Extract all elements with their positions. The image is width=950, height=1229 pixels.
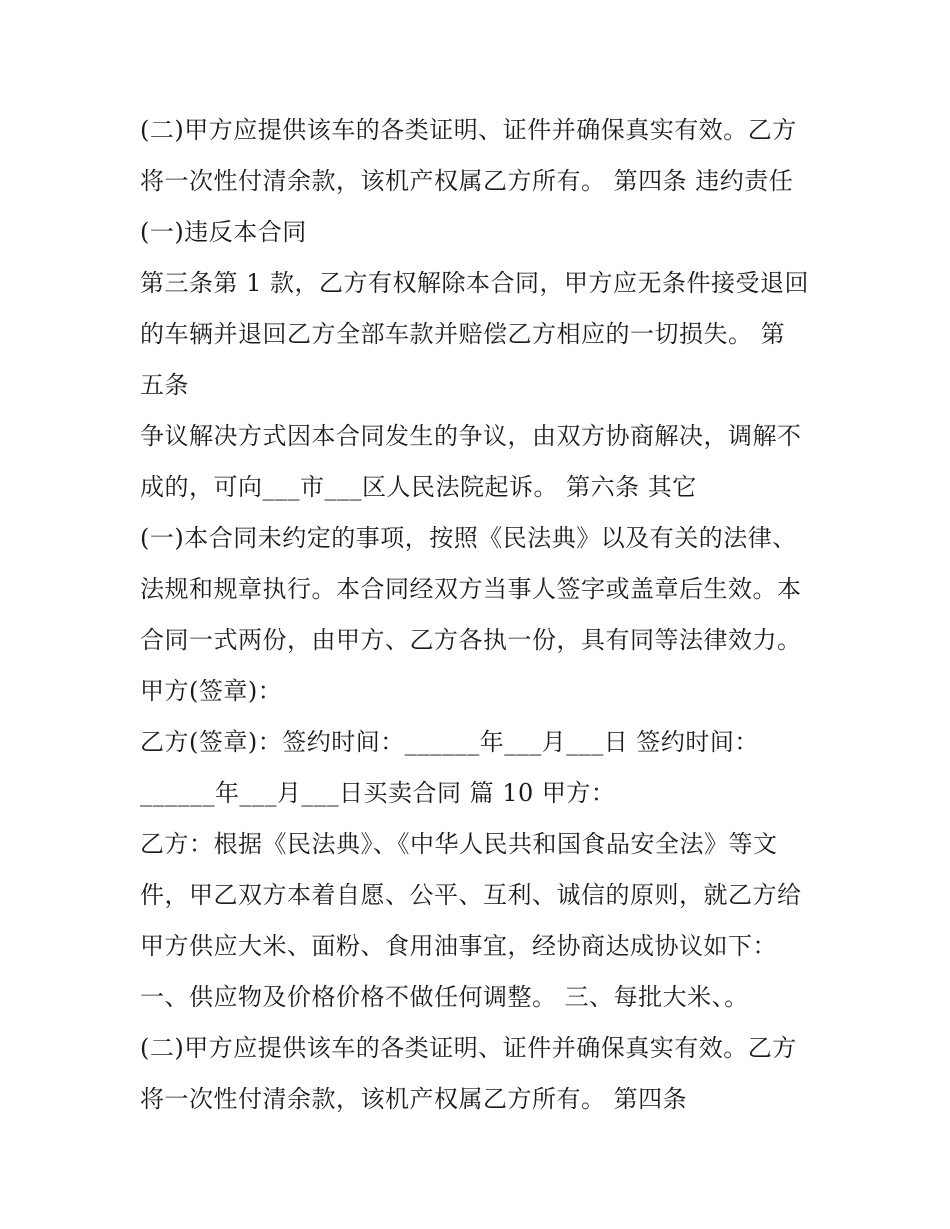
text-line: (一)本合同未约定的事项，按照《民法典》以及有关的法律、: [140, 524, 797, 552]
text-line: 将一次性付清余款，该机产权属乙方所有。 第四条: [140, 1085, 688, 1113]
text-line: 法规和规章执行。本合同经双方当事人签字或盖章后生效。本: [140, 575, 802, 603]
text-line: 一、供应物及价格价格不做任何调整。 三、每批大米、。: [140, 983, 749, 1011]
text-line: 乙方：根据《民法典》、《中华人民共和国食品安全法》等文: [140, 830, 778, 858]
text-line: 甲方(签章)：: [140, 677, 283, 705]
text-line: 第三条第 1 款，乙方有权解除本合同，甲方应无条件接受退回: [140, 269, 810, 297]
text-line: (二)甲方应提供该车的各类证明、证件并确保真实有效。乙方: [140, 1034, 797, 1062]
text-line: ______年___月___日买卖合同 篇 10 甲方：: [140, 779, 616, 807]
text-line: 合同一式两份，由甲方、乙方各执一份，具有同等法律效力。: [140, 626, 802, 654]
text-line: 件，甲乙双方本着自愿、公平、互利、诚信的原则，就乙方给: [140, 881, 802, 909]
text-line: 甲方供应大米、面粉、食用油事宜，经协商达成协议如下：: [140, 932, 777, 960]
text-line: 的车辆并退回乙方全部车款并赔偿乙方相应的一切损失。 第: [140, 320, 786, 348]
text-line: 将一次性付清余款，该机产权属乙方所有。 第四条 违约责任: [140, 167, 794, 195]
text-line: (二)甲方应提供该车的各类证明、证件并确保真实有效。乙方: [140, 116, 797, 144]
text-line: 成的，可向___市___区人民法院起诉。 第六条 其它: [140, 473, 697, 501]
text-line: 五条: [140, 371, 189, 399]
text-line: 争议解决方式因本合同发生的争议，由双方协商解决，调解不: [140, 422, 802, 450]
text-line: 乙方(签章)：签约时间：______年___月___日 签约时间：: [140, 728, 759, 756]
text-line: (一)违反本合同: [140, 218, 307, 246]
document-body: [140, 108, 820, 1128]
